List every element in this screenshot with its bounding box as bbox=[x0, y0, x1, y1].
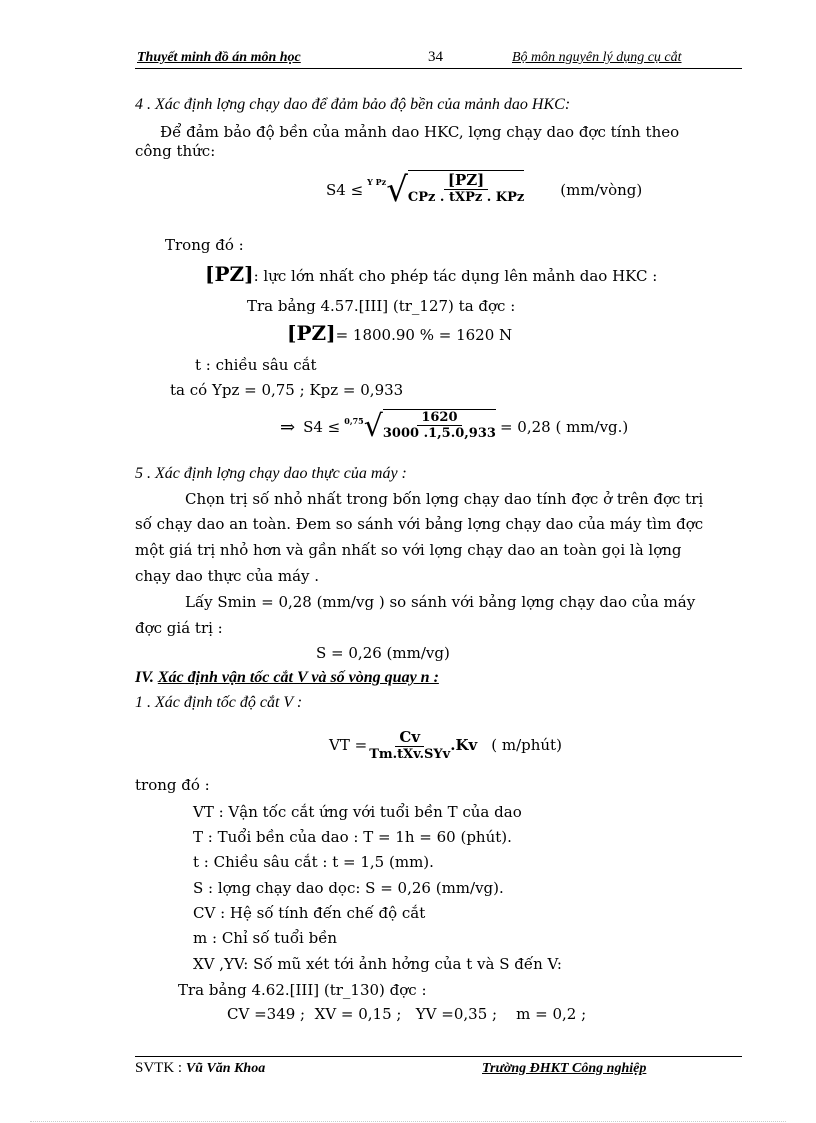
f1-root-index: Y Pz bbox=[367, 177, 387, 187]
footer-label: SVTK : bbox=[135, 1060, 183, 1076]
header-right: Bộ môn nguyên lý dụng cụ cắt bbox=[512, 50, 682, 65]
fv-lhs: VT = bbox=[329, 736, 368, 754]
f2-result: = 0,28 ( mm/vg.) bbox=[499, 418, 629, 436]
section5-p6: đợc giá trị : bbox=[135, 619, 223, 637]
formula-vt bbox=[329, 720, 562, 770]
f1-num: [PZ] bbox=[444, 171, 488, 190]
section5-p4: chạy dao thực của máy . bbox=[135, 567, 320, 585]
fv-rhs: .Kv bbox=[450, 736, 478, 754]
radical-icon: √ bbox=[386, 170, 408, 210]
fv-unit: ( m/phút) bbox=[491, 736, 562, 754]
f1-lhs: S4 ≤ bbox=[326, 181, 364, 199]
section4-intro2: công thức: bbox=[135, 142, 216, 160]
f2-lhs: S4 ≤ bbox=[303, 418, 341, 436]
page-number: 34 bbox=[428, 49, 443, 65]
section5-p3: một giá trị nhỏ hơn và gần nhất so với lợng chạy dao an toàn gọi là lợng bbox=[135, 541, 682, 559]
f1-unit: (mm/vòng) bbox=[560, 181, 643, 199]
fv-fraction bbox=[369, 728, 450, 762]
pz-symbol-2: [PZ] bbox=[287, 321, 336, 345]
formula-s4 bbox=[326, 165, 642, 215]
f2-fraction bbox=[383, 409, 496, 441]
f1-den: CPz . tXPz . KPz bbox=[407, 189, 525, 205]
fv-den: Tm.tXv.SYv bbox=[369, 747, 451, 762]
t-desc: t : chiều sâu cắt bbox=[195, 356, 317, 374]
footer-left bbox=[135, 1060, 265, 1077]
section4-heading: 4 . Xác định lợng chạy dao để đảm bảo độ bền của mảnh dao HKC: bbox=[135, 96, 571, 113]
item-s: S : lợng chạy dao dọc: S = 0,26 (mm/vg). bbox=[193, 879, 504, 897]
table-ref-462: Tra bảng 4.62.[III] (tr_130) đợc : bbox=[178, 981, 427, 999]
header-left: Thuyết minh đồ án môn học bbox=[137, 50, 301, 65]
f2-den: 3000 .1,5.0,933 bbox=[382, 426, 496, 441]
where-label: Trong đó : bbox=[165, 236, 244, 254]
radical-icon-2: √ bbox=[363, 409, 383, 444]
pz-symbol: [PZ] bbox=[205, 262, 254, 286]
f1-fraction bbox=[408, 170, 524, 205]
formula-s4-result bbox=[280, 404, 628, 450]
section4-intro: Để đảm bảo độ bền của mảnh dao HKC, lợng chạy dao đợc tính theo bbox=[160, 123, 680, 141]
implies-icon: ⇒ bbox=[280, 416, 296, 438]
sectionIV-num: IV. bbox=[135, 669, 154, 686]
section5-p5: Lấy Smin = 0,28 (mm/vg ) so sánh với bảng lợng chạy dao của máy bbox=[185, 593, 696, 611]
footer-rule bbox=[135, 1056, 742, 1057]
table-ref-457: Tra bảng 4.57.[III] (tr_127) ta đợc : bbox=[247, 297, 516, 315]
fv-num: Cv bbox=[395, 728, 424, 747]
pz-value-line bbox=[287, 321, 512, 345]
section5-p1: Chọn trị số nhỏ nhất trong bốn lợng chạy dao tính đợc ở trên đợc trị bbox=[185, 490, 704, 508]
item-vt: VT : Vận tốc cắt ứng với tuổi bền T của dao bbox=[193, 803, 522, 821]
sectionIV-heading bbox=[135, 669, 439, 687]
sectionIV-sub1: 1 . Xác định tốc độ cắt V : bbox=[135, 694, 303, 711]
item-t-durability: T : Tuổi bền của dao : T = 1h = 60 (phút). bbox=[193, 828, 512, 846]
pz-line bbox=[205, 262, 657, 286]
pz-desc: : lực lớn nhất cho phép tác dụng lên mảnh dao HKC : bbox=[253, 267, 658, 285]
f2-num: 1620 bbox=[417, 410, 461, 426]
item-t-depth: t : Chiều sâu cắt : t = 1,5 (mm). bbox=[193, 853, 434, 871]
item-m: m : Chỉ số tuổi bền bbox=[193, 929, 338, 947]
footer-school: Trường ĐHKT Công nghiệp bbox=[482, 1061, 647, 1076]
section5-result: S = 0,26 (mm/vg) bbox=[316, 644, 450, 662]
footer-author: Vũ Văn Khoa bbox=[185, 1061, 266, 1076]
f2-root-index: 0,75 bbox=[344, 416, 364, 426]
coef-values: CV =349 ; XV = 0,15 ; YV =0,35 ; m = 0,2 ; bbox=[227, 1005, 587, 1023]
coef-line: ta có Ypz = 0,75 ; Kpz = 0,933 bbox=[170, 381, 404, 399]
header-rule bbox=[135, 68, 742, 69]
item-xv-yv: XV ,YV: Số mũ xét tới ảnh hởng của t và S đến V: bbox=[193, 955, 562, 973]
sectionIV-title: Xác định vận tốc cắt V và số vòng quay n : bbox=[157, 669, 439, 686]
pz-value: = 1800.90 % = 1620 N bbox=[335, 326, 513, 344]
item-cv: CV : Hệ số tính đến chế độ cắt bbox=[193, 904, 426, 922]
section5-heading: 5 . Xác định lợng chạy dao thực của máy : bbox=[135, 465, 407, 482]
sectionIV-where: trong đó : bbox=[135, 776, 210, 794]
page-edge-dots bbox=[30, 1121, 786, 1122]
section5-p2: số chạy dao an toàn. Đem so sánh với bảng lợng chạy dao của máy tìm đợc bbox=[135, 515, 704, 533]
